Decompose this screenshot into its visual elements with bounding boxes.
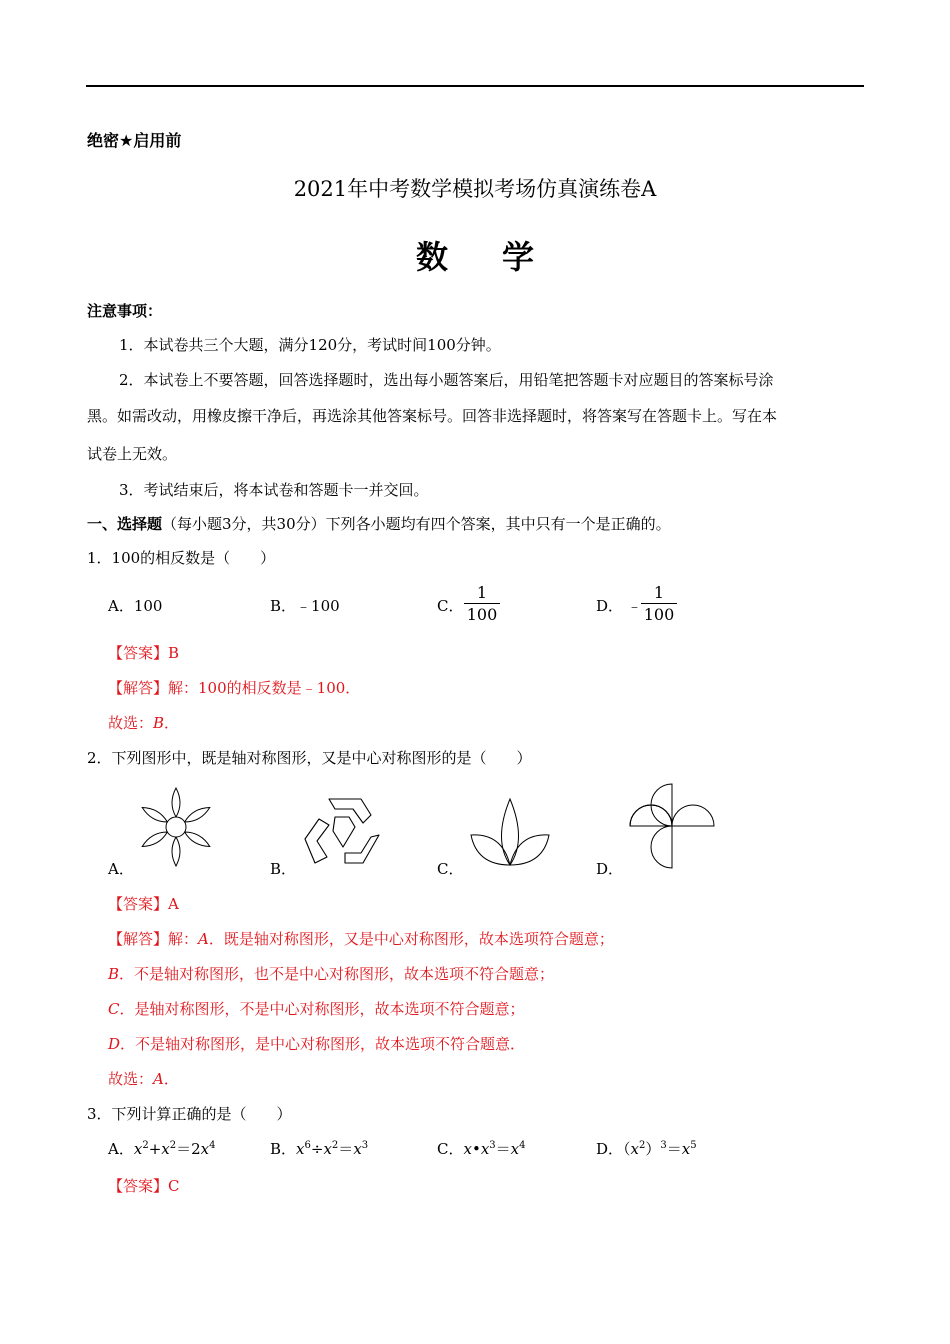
header-rule [86, 85, 864, 87]
q1-stem: 1．100的相反数是（ ） [87, 549, 276, 567]
q1-conclusion-letter: B [153, 714, 165, 732]
q2-solution-c-letter: C [108, 1000, 120, 1018]
q2-figure-c-lotus [467, 795, 553, 869]
q3-option-c: C．$x•x^3=x^4$ [437, 1140, 526, 1158]
subject-title: 数学 [415, 238, 588, 276]
q1-solution-text: 解：100的相反数是﹣100． [168, 679, 361, 697]
q2-solution-d-text: ．不是轴对称图形，是中心对称图形，故本选项不符合题意． [120, 1035, 526, 1053]
q2-solution-a-text: ．既是轴对称图形，又是中心对称图形，故本选项符合题意； [208, 930, 614, 948]
q2-solution-tag: 【解答】 [108, 930, 169, 948]
q3-option-d: D．$(x^2)^3=x^5$ [596, 1140, 697, 1158]
q2-solution-c-text: ．是轴对称图形，不是中心对称图形，故本选项不符合题意； [119, 1000, 525, 1018]
q2-solution-a-letter: A [198, 930, 209, 948]
q3-option-d-label: D． [596, 1140, 624, 1158]
q2-conclusion-prefix: 故选： [108, 1070, 154, 1088]
q1-option-c-denominator: 100 [466, 605, 498, 624]
q2-stem: 2．下列图形中，既是轴对称图形，又是中心对称图形的是（ ） [87, 749, 532, 767]
q3-option-a: A．$x^2+x^2=2x^4$ [108, 1140, 216, 1158]
q1-solution [108, 677, 360, 698]
q2-figure-d-pinwheel [628, 782, 716, 870]
q3-option-b-label: B． [270, 1140, 297, 1158]
q1-option-b: B．﹣100 [270, 597, 340, 615]
q1-option-d-numerator: 1 [641, 583, 677, 604]
note-item-3: 3．考试结束后，将本试卷和答题卡一并交回。 [119, 481, 429, 499]
q2-figure-b-arrows [301, 795, 383, 869]
note-item-1: 1．本试卷共三个大题，满分120分，考试时间100分钟。 [119, 336, 501, 354]
q3-option-c-label: C． [437, 1140, 464, 1158]
q3-answer [108, 1175, 180, 1196]
q1-option-c-label: C． [437, 597, 464, 615]
q1-option-d-denominator: 100 [643, 605, 675, 624]
note-item-2-line3: 试卷上无效。 [87, 445, 178, 463]
q1-answer-value: B [168, 644, 180, 662]
notes-heading: 注意事项： [87, 302, 163, 320]
q2-answer-tag: 【答案】 [108, 895, 169, 913]
q2-option-b: B． [270, 860, 297, 878]
section-1-label: 一、选择题 [87, 515, 163, 533]
q2-conclusion-suffix: ． [163, 1070, 179, 1088]
q3-option-a-label: A． [108, 1140, 134, 1158]
q1-answer-tag: 【答案】 [108, 644, 169, 662]
q2-option-c: C． [437, 860, 464, 878]
q2-solution-b [108, 963, 554, 984]
q1-option-c-fraction [464, 583, 500, 624]
q2-solution-b-letter: B [108, 965, 120, 983]
q3-stem: 3．下列计算正确的是（ ） [87, 1105, 292, 1123]
q2-solution-prefix: 解： [168, 930, 199, 948]
q2-solution-d-letter: D [108, 1035, 121, 1053]
q1-answer [108, 642, 179, 663]
q3-option-b: B．$x^6\div x^2=x^3$ [270, 1140, 369, 1158]
exam-title: 2021年中考数学模拟考场仿真演练卷A [293, 177, 657, 201]
q2-solution-b-text: ．不是轴对称图形，也不是中心对称图形，故本选项不符合题意； [119, 965, 555, 983]
section-1-header [87, 513, 671, 534]
q2-conclusion-letter: A [153, 1070, 164, 1088]
secret-label: 绝密★启用前 [87, 131, 182, 150]
note-item-2-line2: 黑。如需改动，用橡皮擦干净后，再选涂其他答案标号。回答非选择题时，将答案写在答题卡上。写在本 [87, 407, 778, 425]
section-1-desc: （每小题3分，共30分）下列各小题均有四个答案，其中只有一个是正确的。 [162, 515, 671, 533]
q3-answer-value: C [168, 1177, 180, 1195]
q2-answer-value: A [168, 895, 179, 913]
q1-option-d-label: D． [596, 597, 624, 615]
q2-figure-a-flower [134, 785, 218, 869]
q2-solution-a [108, 928, 614, 949]
q1-conclusion-suffix: ． [164, 714, 180, 732]
note-item-2-line1: 2．本试卷上不要答题，回答选择题时，选出每小题答案后，用铅笔把答题卡对应题目的答案标号涂 [119, 371, 774, 389]
q1-conclusion [108, 712, 179, 733]
q1-conclusion-prefix: 故选： [108, 714, 154, 732]
q1-option-d-sign: ﹣ [627, 597, 643, 615]
q2-solution-d [108, 1033, 525, 1054]
q2-answer [108, 893, 179, 914]
q2-option-d: D． [596, 860, 624, 878]
q2-option-a: A． [108, 860, 134, 878]
q2-conclusion [108, 1068, 179, 1089]
q1-solution-tag: 【解答】 [108, 679, 169, 697]
q1-option-d-fraction [641, 583, 677, 624]
q1-option-c-numerator: 1 [464, 583, 500, 604]
q1-option-a: A．100 [108, 597, 163, 615]
q3-answer-tag: 【答案】 [108, 1177, 169, 1195]
q2-solution-c [108, 998, 525, 1019]
